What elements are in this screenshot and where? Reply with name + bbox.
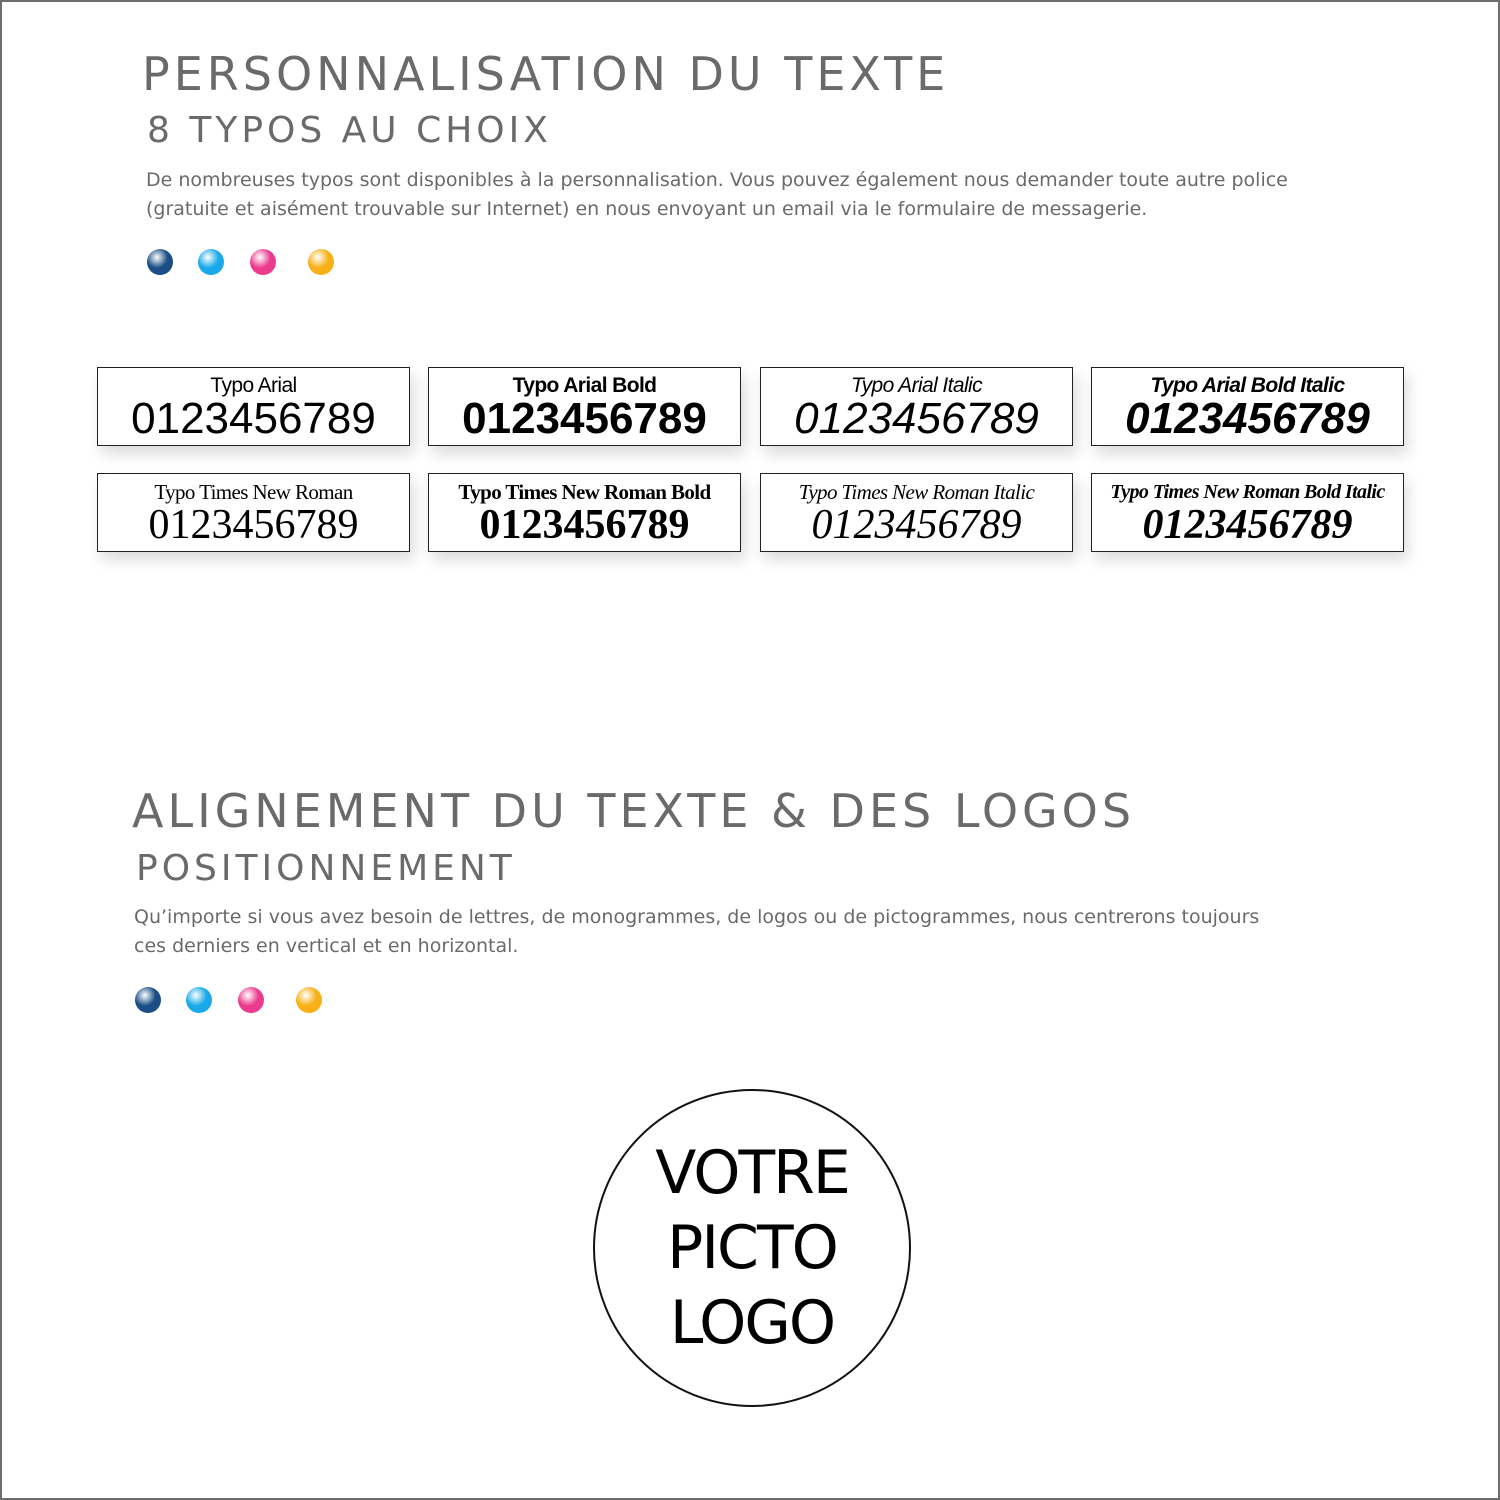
typo-sample-arial-italic	[760, 367, 1073, 446]
description-line: De nombreuses typos sont disponibles à la personnalisation. Vous pouvez également nous demander toute autre police	[146, 169, 1288, 191]
section-alignment-subtitle: POSITIONNEMENT	[136, 848, 516, 889]
typo-sample-digits: 0123456789	[479, 502, 690, 548]
typo-sample-name: Typo Times New Roman Italic	[798, 480, 1035, 504]
yellow-dot	[296, 987, 322, 1013]
typo-sample-digits: 0123456789	[1142, 502, 1353, 548]
logo-placeholder-text: VOTRE	[655, 1137, 849, 1208]
typo-sample-digits: 0123456789	[1125, 394, 1370, 443]
typo-sample-times-bold-italic	[1091, 473, 1404, 552]
typo-sample-name: Typo Times New Roman Bold	[458, 480, 711, 504]
typo-sample-times	[97, 473, 410, 552]
logo-placeholder-text: PICTO	[667, 1212, 837, 1283]
cyan-dot	[186, 987, 212, 1013]
typo-samples-grid	[97, 367, 1405, 552]
cyan-dot	[198, 249, 224, 275]
section-typos-description	[146, 166, 1366, 224]
typo-sample-digits: 0123456789	[462, 394, 707, 443]
yellow-dot	[308, 249, 334, 275]
typo-sample-digits: 0123456789	[794, 394, 1039, 443]
description-line: (gratuite et aisément trouvable sur Internet) en nous envoyant un email via le formulaire de messagerie.	[146, 198, 1148, 220]
color-dots	[147, 249, 347, 275]
typo-sample-digits: 0123456789	[148, 502, 359, 548]
color-dots	[135, 987, 335, 1013]
logo-placeholder-circle	[593, 1089, 911, 1407]
typo-sample-name: Typo Arial	[210, 374, 297, 397]
typo-sample-name: Typo Times New Roman	[154, 480, 353, 504]
typo-sample-times-bold	[428, 473, 741, 552]
typo-sample-times-italic	[760, 473, 1073, 552]
typo-sample-name: Typo Arial Italic	[850, 374, 982, 397]
typo-sample-digits: 0123456789	[811, 502, 1022, 548]
magenta-dot	[250, 249, 276, 275]
description-line: ces derniers en vertical et en horizontal.	[134, 935, 519, 957]
typo-sample-arial-bold	[428, 367, 741, 446]
typo-sample-digits: 0123456789	[131, 394, 376, 443]
typo-sample-name: Typo Arial Bold Italic	[1150, 374, 1345, 397]
description-line: Qu’importe si vous avez besoin de lettres, de monogrammes, de logos ou de pictogrammes, nous centrerons toujours	[134, 906, 1260, 928]
navy-dot	[147, 249, 173, 275]
logo-placeholder-text: LOGO	[669, 1287, 835, 1358]
section-typos-title: PERSONNALISATION DU TEXTE	[142, 47, 950, 101]
magenta-dot	[238, 987, 264, 1013]
section-alignment-title: ALIGNEMENT DU TEXTE & DES LOGOS	[132, 784, 1136, 838]
typo-sample-arial	[97, 367, 410, 446]
typo-sample-arial-bold-italic	[1091, 367, 1404, 446]
section-alignment-description	[134, 903, 1354, 961]
typo-sample-name: Typo Arial Bold	[512, 374, 657, 397]
navy-dot	[135, 987, 161, 1013]
typo-sample-name: Typo Times New Roman Bold Italic	[1110, 481, 1385, 503]
section-typos-subtitle: 8 TYPOS AU CHOIX	[147, 110, 552, 151]
